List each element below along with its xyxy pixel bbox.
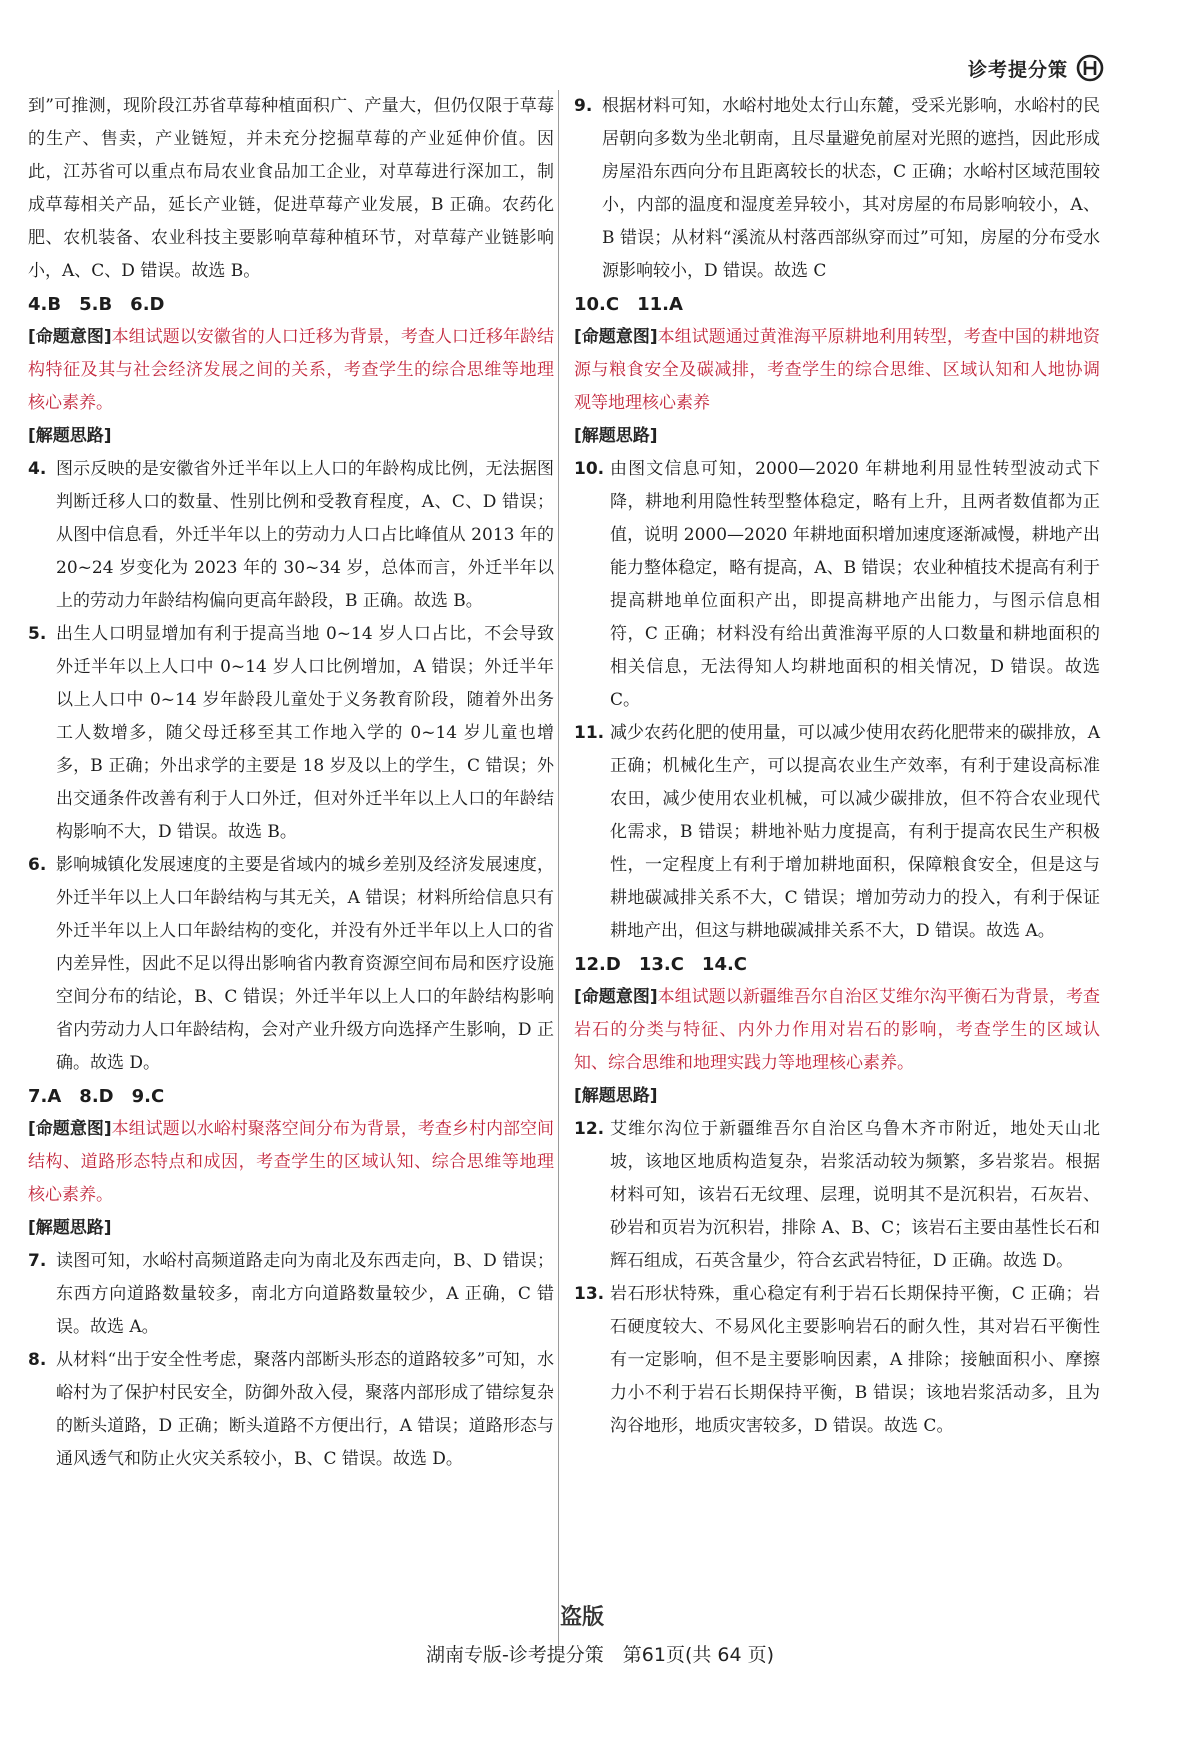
question-5-explanation: [28, 618, 554, 849]
intent-text: 本组试题以新疆维吾尔自治区艾维尔沟平衡石为背景，考查岩石的分类与特征、内外力作用对岩石的影响，考查学生的区域认知、综合思维和地理实践力等地理核心素养。: [574, 987, 1101, 1073]
brand-logo-icon: [1076, 54, 1104, 82]
question-text: 影响城镇化发展速度的主要是省域内的城乡差别及经济发展速度，外迁半年以上人口年龄结构与其无关，A 错误；材料所给信息只有外迁半年以上人口年龄结构的变化，并没有外迁半年以上人口的省内差异性，因此不足以得出影响省内教育资源空间布局和医疗设施空间分布的结论，B、C 错误；外迁半年以上人口的年龄结构影响省内劳动力人口年龄结构，会对产业升级方向选择产生影响，D 正确。故选 D。: [56, 855, 554, 1073]
header-brand: [968, 54, 1104, 82]
question-number: 9.: [574, 96, 593, 116]
page-footer: [0, 1640, 1200, 1667]
thinking-label: [解题思路]: [28, 1218, 112, 1238]
answer-line-4-6: 4.B 5.B 6.D: [28, 294, 165, 315]
question-13-explanation: [574, 1278, 1100, 1443]
question-number: 13.: [574, 1284, 605, 1304]
intent-label: [命题意图]: [574, 987, 658, 1007]
answer-line-7-9: 7.A 8.D 9.C: [28, 1086, 165, 1107]
left-column: [28, 90, 554, 1476]
question-text: 出生人口明显增加有利于提高当地 0~14 岁人口占比，不会导致外迁半年以上人口中 0~14 岁人口比例增加，A 错误；外迁半年以上人口中 0~14 岁年龄段儿童处于义务教育阶段，随着外出务工人数增多，随父母迁移至其工作地入学的 0~14 岁儿童也增多，B 正确；外出求学的主要是 18 岁及以上的学生，C 错误；外出交通条件改善有利于人口外迁，但对外迁半年以上人口的年龄结构影响不大，D 错误。故选 B。: [56, 624, 554, 842]
question-number: 8.: [28, 1350, 47, 1370]
question-number: 11.: [574, 723, 605, 743]
question-4-explanation: [28, 453, 554, 618]
footer-text: 湖南专版-诊考提分策 第61页(共 64 页): [425, 1644, 775, 1666]
intent-label: [命题意图]: [28, 1119, 112, 1139]
intent-block-4-6: [28, 321, 554, 420]
intent-block-12-14: [574, 981, 1100, 1080]
question-10-explanation: [574, 453, 1100, 717]
question-11-explanation: [574, 717, 1100, 948]
intent-block-7-9: [28, 1113, 554, 1212]
intent-label: [命题意图]: [574, 327, 658, 347]
intent-label: [命题意图]: [28, 327, 112, 347]
question-8-explanation: [28, 1344, 554, 1476]
question-number: 4.: [28, 459, 47, 479]
question-number: 7.: [28, 1251, 47, 1271]
question-number: 5.: [28, 624, 47, 644]
thinking-label: [解题思路]: [574, 426, 658, 446]
column-divider: [558, 90, 559, 1650]
question-text: 由图文信息可知，2000—2020 年耕地利用显性转型波动式下降，耕地利用隐性转型整体稳定，略有上升，且两者数值都为正值，说明 2000—2020 年耕地面积增加速度逐渐减慢，耕地产出能力整体稳定，略有提高，A、B 错误；农业种植技术提高有利于提高耕地单位面积产出，即提高耕地产出能力，与图示信息相符，C 正确；材料没有给出黄淮海平原的人口数量和耕地面积的相关信息，无法得知人均耕地面积的相关情况，D 错误。故选 C。: [610, 459, 1100, 710]
question-text: 读图可知，水峪村高频道路走向为南北及东西走向，B、D 错误；东西方向道路数量较多，南北方向道路数量较少，A 正确，C 错误。故选 A。: [56, 1251, 554, 1337]
answer-line-10-11: 10.C 11.A: [574, 294, 683, 315]
intent-text: 本组试题以安徽省的人口迁移为背景，考查人口迁移年龄结构特征及其与社会经济发展之间的关系，考查学生的综合思维等地理核心素养。: [28, 327, 555, 413]
question-number: 12.: [574, 1119, 605, 1139]
thinking-label: [解题思路]: [574, 1086, 658, 1106]
intent-text: 本组试题以水峪村聚落空间分布为背景，考查乡村内部空间结构、道路形态特点和成因，考查学生的区域认知、综合思维等地理核心素养。: [28, 1119, 555, 1205]
question-number: 10.: [574, 459, 605, 479]
question-6-explanation: [28, 849, 554, 1080]
answer-line-12-14: 12.D 13.C 14.C: [574, 954, 748, 975]
question-9-explanation: [574, 90, 1100, 288]
question-number: 6.: [28, 855, 47, 875]
right-column: [574, 90, 1100, 1443]
question-text: 岩石形状特殊，重心稳定有利于岩石长期保持平衡，C 正确；岩石硬度较大、不易风化主要影响岩石的耐久性，其对岩石平衡性有一定影响，但不是主要影响因素，A 排除；接触面积小、摩擦力小不利于岩石长期保持平衡，B 错误；该地岩浆活动多，且为沟谷地形，地质灾害较多，D 错误。故选 C。: [610, 1284, 1100, 1436]
brand-name: 诊考提分策: [967, 58, 1068, 81]
question-12-explanation: [574, 1113, 1100, 1278]
piracy-stamp: 盗版: [560, 1605, 605, 1630]
thinking-label: [解题思路]: [28, 426, 112, 446]
question-7-explanation: [28, 1245, 554, 1344]
question-text: 减少农药化肥的使用量，可以减少使用农药化肥带来的碳排放，A 正确；机械化生产，可以提高农业生产效率，有利于建设高标准农田，减少使用农业机械，可以减少碳排放，但不符合农业现代化需求，B 错误；耕地补贴力度提高，有利于提高农民生产积极性，一定程度上有利于增加耕地面积，保障粮食安全，但是这与耕地碳减排关系不大，C 错误；增加劳动力的投入，有利于保证耕地产出，但这与耕地碳减排关系不大，D 错误。故选 A。: [610, 723, 1100, 941]
question-text: 图示反映的是安徽省外迁半年以上人口的年龄构成比例，无法据图判断迁移人口的数量、性别比例和受教育程度，A、C、D 错误；从图中信息看，外迁半年以上的劳动力人口占比峰值从 2013 年的 20~24 岁变化为 2023 年的 30~34 岁，总体而言，外迁半年以上的劳动力年龄结构偏向更高年龄段，B 正确。故选 B。: [56, 459, 554, 611]
question-text: 根据材料可知，水峪村地处太行山东麓，受采光影响，水峪村的民居朝向多数为坐北朝南，且尽量避免前屋对光照的遮挡，因此形成房屋沿东西向分布且距离较长的状态，C 正确；水峪村区域范围较小，内部的温度和湿度差异较小，其对房屋的布局影响较小，A、B 错误；从材料“溪流从村落西部纵穿而过”可知，房屋的分布受水源影响较小，D 错误。故选 C: [602, 96, 1100, 281]
intent-block-10-11: [574, 321, 1100, 420]
question-text: 从材料“出于安全性考虑，聚落内部断头形态的道路较多”可知，水峪村为了保护村民安全，防御外敌入侵，聚落内部形成了错综复杂的断头道路，D 正确；断头道路不方便出行，A 错误；道路形态与通风透气和防止火灾关系较小，B、C 错误。故选 D。: [56, 1350, 554, 1469]
intent-text: 本组试题通过黄淮海平原耕地利用转型，考查中国的耕地资源与粮食安全及碳减排，考查学生的综合思维、区域认知和人地协调观等地理核心素养: [574, 327, 1101, 413]
paragraph-q3-tail: 到”可推测，现阶段江苏省草莓种植面积广、产量大，但仍仅限于草莓的生产、售卖，产业链短，并未充分挖掘草莓的产业延伸价值。因此，江苏省可以重点布局农业食品加工企业，对草莓进行深加工，制成草莓相关产品，延长产业链，促进草莓产业发展，B 正确。农药化肥、农机装备、农业科技主要影响草莓种植环节，对草莓产业链影响小，A、C、D 错误。故选 B。: [28, 96, 554, 281]
question-text: 艾维尔沟位于新疆维吾尔自治区乌鲁木齐市附近，地处天山北坡，该地区地质构造复杂，岩浆活动较为频繁，多岩浆岩。根据材料可知，该岩石无纹理、层理，说明其不是沉积岩，石灰岩、砂岩和页岩为沉积岩，排除 A、B、C；该岩石主要由基性长石和辉石组成，石英含量少，符合玄武岩特征，D 正确。故选 D。: [610, 1119, 1100, 1271]
